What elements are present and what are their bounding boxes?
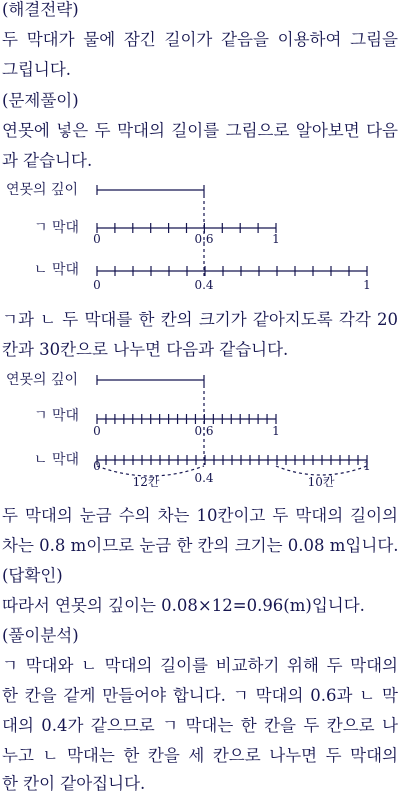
solution-heading: (문제풀이): [2, 91, 79, 110]
figure-1-drawing: [0, 176, 400, 296]
analysis-line-1: ㄱ 막대와 ㄴ 막대의 길이를 비교하기 위해 두 막대의: [2, 656, 398, 675]
rod-a-tick-06: 0.6: [194, 232, 214, 246]
brace-12-label: 12칸: [132, 475, 160, 489]
analysis-line-2: 한 칸을 같게 만들어야 합니다. ㄱ 막대의 0.6과 ㄴ 막: [2, 686, 398, 705]
figure-2-drawing: [0, 366, 400, 490]
analysis-line-3: 대의 0.4가 같으므로 ㄱ 막대는 한 칸을 두 칸으로 나: [2, 716, 398, 735]
figure-1: [0, 176, 400, 296]
answer-heading: (답확인): [2, 566, 63, 585]
strategy-line-2: 그립니다.: [2, 60, 72, 79]
rod-a-label: ㄱ 막대: [34, 408, 80, 424]
figure-2: [0, 366, 400, 490]
rod-b-tick-1: 1: [363, 278, 371, 292]
brace-10-label: 10칸: [307, 475, 335, 489]
rod-a-tick-0: 0: [93, 424, 101, 438]
rod-a-tick-1: 1: [272, 232, 280, 246]
answer-line-1: 따라서 연못의 깊이는 0.08×12=0.96(m)입니다.: [2, 596, 365, 615]
depth-label: 연못의 깊이: [6, 372, 79, 388]
rod-b-tick-04: 0.4: [194, 471, 214, 485]
solution-line-1: 연못에 넣은 두 막대의 길이를 그림으로 알아보면 다음: [2, 121, 398, 140]
solution-line-2: 과 같습니다.: [2, 151, 93, 170]
analysis-line-5: 한 칸이 같아집니다.: [2, 774, 146, 793]
diff-line-1: 두 막대의 눈금 수의 차는 10칸이고 두 막대의 길이의: [2, 506, 398, 525]
rod-a-label: ㄱ 막대: [34, 220, 80, 236]
depth-label: 연못의 깊이: [6, 182, 79, 198]
mid-line-1: ㄱ과 ㄴ 두 막대를 한 칸의 크기가 같아지도록 각각 20: [2, 310, 398, 329]
mid-line-2: 칸과 30칸으로 나누면 다음과 같습니다.: [2, 340, 289, 359]
rod-a-tick-0: 0: [93, 232, 101, 246]
rod-b-tick-1: 1: [363, 459, 371, 473]
rod-a-tick-1: 1: [272, 424, 280, 438]
rod-b-tick-04: 0.4: [194, 278, 214, 292]
rod-b-label: ㄴ 막대: [34, 452, 80, 468]
diff-line-2: 차는 0.8 m이므로 눈금 한 칸의 크기는 0.08 m입니다.: [2, 536, 399, 555]
rod-b-tick-0: 0: [93, 459, 101, 473]
strategy-heading: (해결전략): [2, 0, 79, 19]
rod-a-tick-06: 0.6: [194, 424, 214, 438]
analysis-heading: (풀이분석): [2, 626, 79, 645]
rod-b-tick-0: 0: [93, 278, 101, 292]
rod-b-label: ㄴ 막대: [34, 262, 80, 278]
analysis-line-4: 누고 ㄴ 막대는 한 칸을 세 칸으로 나누면 두 막대의: [2, 746, 398, 765]
strategy-line-1: 두 막대가 물에 잠긴 길이가 같음을 이용하여 그림을: [2, 30, 398, 49]
brace-10: [276, 466, 367, 475]
